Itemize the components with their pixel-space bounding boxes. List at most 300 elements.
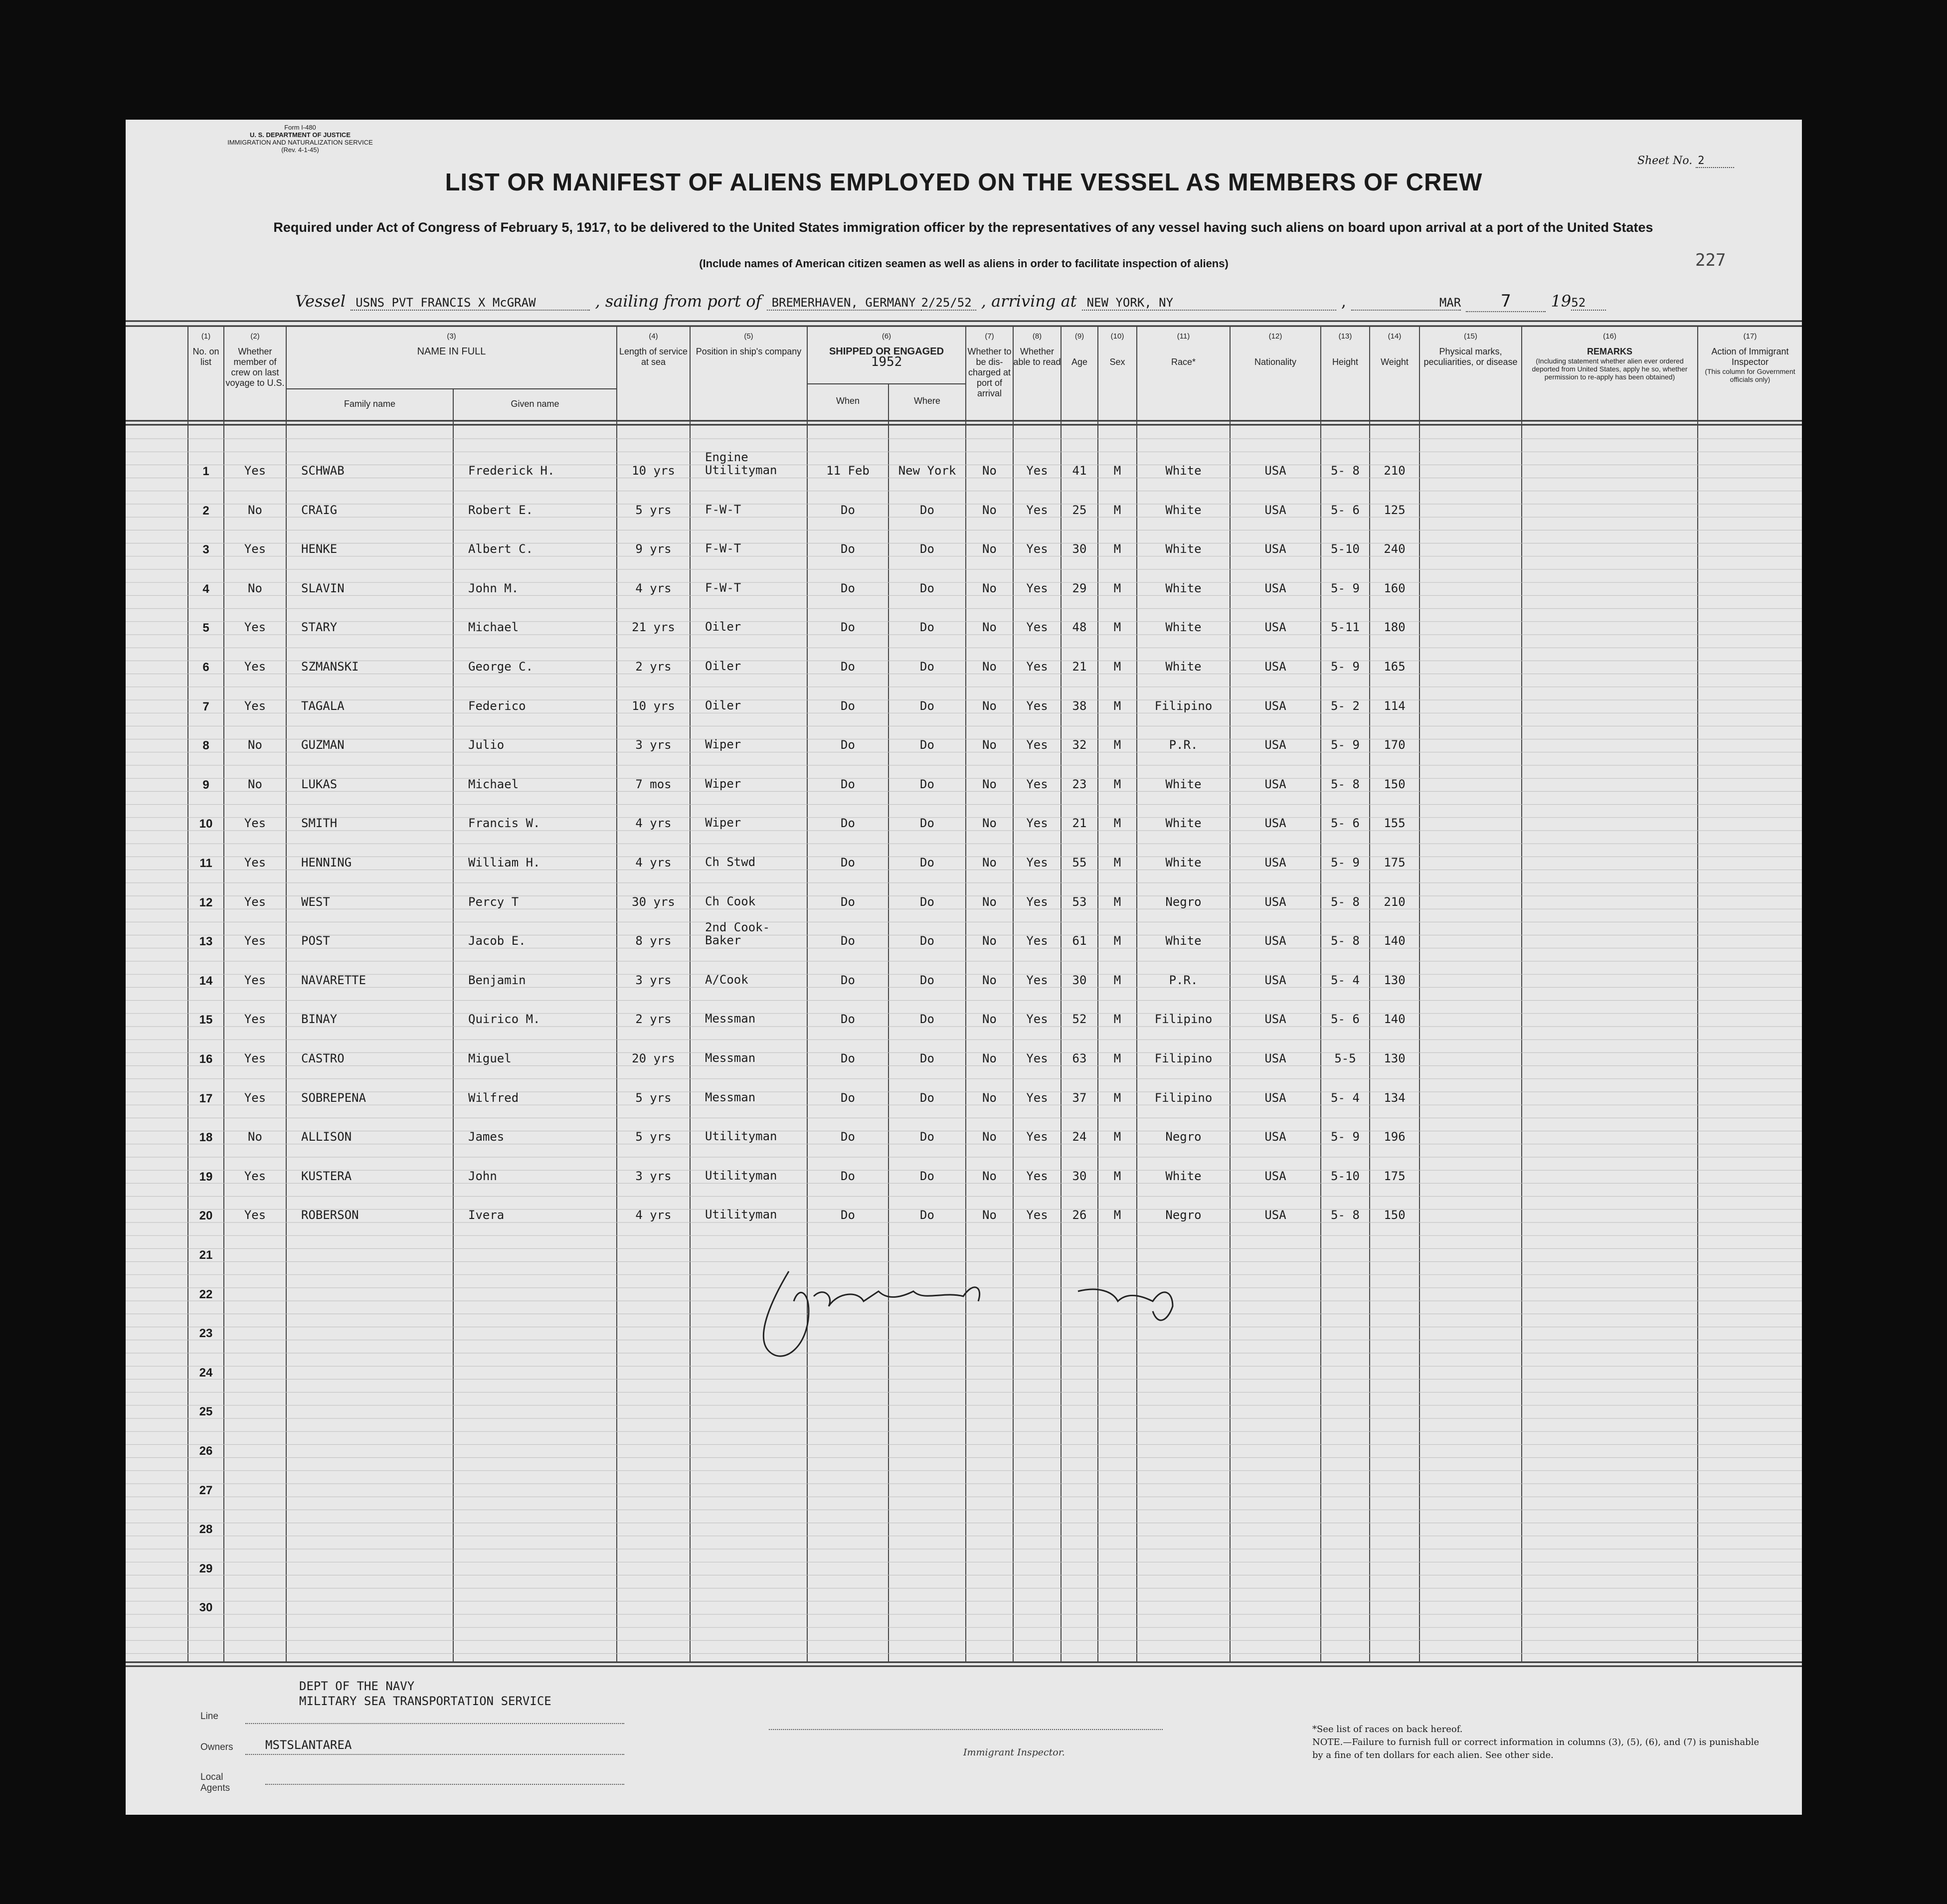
cell-able-to-read: Yes <box>1026 816 1048 831</box>
cell-able-to-read: Yes <box>1026 777 1048 791</box>
cell-shipped-where: Do <box>920 934 934 948</box>
cell-weight: 130 <box>1384 1051 1406 1065</box>
cell-prev-voyage: No <box>248 581 262 595</box>
cell-able-to-read: Yes <box>1026 1012 1048 1027</box>
cell-weight: 150 <box>1384 1208 1406 1222</box>
cell-race: White <box>1165 503 1202 517</box>
cell-family-name: SLAVIN <box>301 581 345 595</box>
cell-service-length: 4 yrs <box>635 581 672 595</box>
cell-race: P.R. <box>1169 973 1198 987</box>
row-number: 18 <box>199 1131 213 1145</box>
cell-family-name: KUSTERA <box>301 1169 352 1183</box>
header-name-in-full: (3) NAME IN FULL <box>417 332 486 357</box>
cell-age: 30 <box>1072 542 1087 556</box>
cell-age: 30 <box>1072 973 1087 987</box>
arrival-port: NEW YORK, NY <box>1082 296 1336 311</box>
cell-able-to-read: Yes <box>1026 934 1048 948</box>
cell-discharged: No <box>982 660 997 674</box>
cell-nationality: USA <box>1264 1169 1286 1183</box>
cell-race: Filipino <box>1154 1051 1213 1065</box>
cell-shipped-when: Do <box>841 856 855 869</box>
row-number: 5 <box>202 621 209 635</box>
sheet-number: Sheet No. 2 <box>1637 155 1734 167</box>
cell-prev-voyage: Yes <box>244 934 266 948</box>
cell-nationality: USA <box>1264 934 1286 948</box>
page-subtitle: Required under Act of Congress of February 5, 1917, to be delivered to the United States immigration officer by the representatives of any vessel having such aliens on board upon arrival at a port of the United States <box>273 220 1653 235</box>
cell-family-name: GUZMAN <box>301 738 345 752</box>
cell-position: Messman <box>705 1090 756 1104</box>
cell-weight: 130 <box>1384 973 1406 987</box>
cell-height: 5- 8 <box>1331 934 1360 948</box>
cell-family-name: SCHWAB <box>301 464 345 478</box>
cell-prev-voyage: No <box>248 777 262 791</box>
cell-height: 5- 9 <box>1331 581 1360 595</box>
row-number: 2 <box>202 504 209 518</box>
cell-sex: M <box>1113 620 1121 635</box>
cell-sex: M <box>1113 660 1121 674</box>
row-number: 7 <box>202 699 209 713</box>
cell-service-length: 4 yrs <box>635 856 672 869</box>
cell-shipped-where: Do <box>920 1130 934 1144</box>
form-identifier: Form I-480 U. S. DEPARTMENT OF JUSTICE IMMIGRATION AND NATURALIZATION SERVICE (Rev. 4-1-45) <box>227 124 373 154</box>
cell-sex: M <box>1113 816 1121 831</box>
cell-shipped-when: Do <box>841 973 855 987</box>
cell-given-name: Miguel <box>468 1051 512 1065</box>
header-family-name: Family name <box>344 399 396 409</box>
cell-position: Messman <box>705 1012 756 1026</box>
cell-family-name: NAVARETTE <box>301 973 366 987</box>
cell-family-name: ALLISON <box>301 1130 352 1144</box>
cell-position: Engine Utilityman <box>705 450 777 477</box>
row-number: 14 <box>199 974 213 988</box>
cell-discharged: No <box>982 581 997 595</box>
cell-family-name: TAGALA <box>301 698 345 713</box>
cell-shipped-where: Do <box>920 503 934 517</box>
cell-service-length: 3 yrs <box>635 973 672 987</box>
cell-height: 5- 2 <box>1331 698 1360 713</box>
cell-given-name: Benjamin <box>468 973 526 987</box>
header-shipped-or-engaged: (6) SHIPPED OR ENGAGED 1952 <box>829 332 944 369</box>
cell-height: 5- 8 <box>1331 894 1360 909</box>
cell-race: White <box>1165 1169 1202 1183</box>
cell-sex: M <box>1113 1208 1121 1222</box>
cell-race: Filipino <box>1154 698 1213 713</box>
cell-weight: 180 <box>1384 620 1406 635</box>
cell-discharged: No <box>982 1012 997 1027</box>
cell-shipped-where: Do <box>920 777 934 791</box>
cell-height: 5-10 <box>1331 542 1360 556</box>
cell-position: F-W-T <box>705 580 741 595</box>
cell-given-name: George C. <box>468 660 533 674</box>
cell-shipped-where: Do <box>920 856 934 869</box>
cell-age: 38 <box>1072 698 1087 713</box>
cell-service-length: 2 yrs <box>635 1012 672 1027</box>
cell-sex: M <box>1113 698 1121 713</box>
cell-shipped-when: Do <box>841 816 855 831</box>
cell-able-to-read: Yes <box>1026 581 1048 595</box>
cell-given-name: Albert C. <box>468 542 533 556</box>
cell-age: 29 <box>1072 581 1087 595</box>
footer-note: *See list of races on back hereof. NOTE.—Failure to furnish full or correct information in columns (3), (5), (6), and (7) is punishable by a fine of ten dollars for each alien. See other side. <box>1312 1724 1760 1760</box>
cell-shipped-when: Do <box>841 777 855 791</box>
cell-service-length: 4 yrs <box>635 1208 672 1222</box>
page-subnote: (Include names of American citizen seamen as well as aliens in order to facilitate inspection of aliens) <box>699 257 1229 270</box>
header-remarks: (16) REMARKS (Including statement whether alien ever ordered deported from United States, apply he so, whether permission to re-apply has been obtained) <box>1532 332 1688 381</box>
row-number: 1 <box>202 465 209 478</box>
cell-family-name: HENNING <box>301 856 352 869</box>
cell-height: 5- 9 <box>1331 738 1360 752</box>
cell-discharged: No <box>982 542 997 556</box>
cell-weight: 165 <box>1384 660 1406 674</box>
cell-nationality: USA <box>1264 581 1286 595</box>
cell-shipped-where: Do <box>920 1208 934 1222</box>
cell-service-length: 10 yrs <box>632 698 675 713</box>
cell-weight: 175 <box>1384 1169 1406 1183</box>
cell-given-name: Federico <box>468 698 526 713</box>
cell-able-to-read: Yes <box>1026 542 1048 556</box>
cell-nationality: USA <box>1264 973 1286 987</box>
cell-sex: M <box>1113 464 1121 478</box>
cell-age: 55 <box>1072 856 1087 869</box>
header-inspector-action: (17) Action of Immigrant Inspector (This column for Government officials only) <box>1705 332 1795 383</box>
cell-position: Wiper <box>705 816 741 830</box>
cell-age: 41 <box>1072 464 1087 478</box>
cell-sex: M <box>1113 934 1121 948</box>
cell-nationality: USA <box>1264 503 1286 517</box>
cell-age: 23 <box>1072 777 1087 791</box>
cell-service-length: 5 yrs <box>635 1090 672 1105</box>
header-member-of-crew: (2) Whether member of crew on last voyage to U.S. <box>225 332 285 388</box>
cell-height: 5- 6 <box>1331 1012 1360 1027</box>
cell-age: 24 <box>1072 1130 1087 1144</box>
cell-shipped-where: Do <box>920 1169 934 1183</box>
row-number: 12 <box>199 895 213 909</box>
header-sex: (10) Sex <box>1109 332 1125 367</box>
vessel-line: Vessel USNS PVT FRANCIS X McGRAW , sailing from port of BREMERHAVEN, GERMANY 2/25/52 , arriving at NEW YORK, NY , MAR 7 1952 <box>295 291 1771 312</box>
row-number: 15 <box>199 1013 213 1027</box>
cell-position: 2nd Cook-Baker <box>705 920 770 948</box>
row-number: 13 <box>199 935 213 949</box>
cell-position: Messman <box>705 1051 756 1065</box>
row-number: 6 <box>202 661 209 674</box>
cell-shipped-when: Do <box>841 542 855 556</box>
cell-height: 5- 8 <box>1331 777 1360 791</box>
cell-weight: 155 <box>1384 816 1406 831</box>
cell-position: F-W-T <box>705 541 741 556</box>
header-height: (13) Height <box>1332 332 1359 367</box>
cell-able-to-read: Yes <box>1026 894 1048 909</box>
page-title: LIST OR MANIFEST OF ALIENS EMPLOYED ON THE VESSEL AS MEMBERS OF CREW <box>445 169 1483 196</box>
cell-position: Oiler <box>705 620 741 634</box>
cell-sex: M <box>1113 503 1121 517</box>
row-number: 19 <box>199 1170 213 1184</box>
header-no-on-list: (1) No. on list <box>192 332 219 367</box>
cell-position: Utilityman <box>705 1168 777 1183</box>
cell-age: 30 <box>1072 1169 1087 1183</box>
cell-nationality: USA <box>1264 777 1286 791</box>
cell-age: 25 <box>1072 503 1087 517</box>
inspector-label: Immigrant Inspector. <box>963 1747 1065 1758</box>
cell-family-name: WEST <box>301 894 330 909</box>
cell-shipped-where: Do <box>920 660 934 674</box>
cell-sex: M <box>1113 542 1121 556</box>
cell-given-name: John M. <box>468 581 519 595</box>
cell-height: 5-10 <box>1331 1169 1360 1183</box>
cell-position: Oiler <box>705 659 741 673</box>
cell-weight: 175 <box>1384 856 1406 869</box>
cell-able-to-read: Yes <box>1026 1208 1048 1222</box>
cell-position: Ch Stwd <box>705 855 756 869</box>
header-physical-marks: (15) Physical marks, peculiarities, or disease <box>1423 332 1518 367</box>
cell-prev-voyage: Yes <box>244 894 266 909</box>
row-number: 11 <box>199 857 212 870</box>
cell-discharged: No <box>982 1130 997 1144</box>
row-number: 21 <box>199 1248 213 1262</box>
cell-height: 5- 6 <box>1331 816 1360 831</box>
row-number: 25 <box>199 1405 213 1419</box>
cell-nationality: USA <box>1264 1051 1286 1065</box>
cell-able-to-read: Yes <box>1026 660 1048 674</box>
cell-given-name: Julio <box>468 738 505 752</box>
cell-age: 32 <box>1072 738 1087 752</box>
cell-race: White <box>1165 856 1202 869</box>
cell-family-name: CASTRO <box>301 1051 345 1065</box>
cell-weight: 170 <box>1384 738 1406 752</box>
cell-discharged: No <box>982 698 997 713</box>
cell-given-name: Francis W. <box>468 816 540 831</box>
cell-shipped-when: Do <box>841 934 855 948</box>
cell-family-name: POST <box>301 934 330 948</box>
cell-height: 5- 8 <box>1331 464 1360 478</box>
cell-race: White <box>1165 660 1202 674</box>
stamp-number: 227 <box>1695 250 1726 270</box>
row-number: 3 <box>202 543 209 557</box>
cell-shipped-where: Do <box>920 581 934 595</box>
cell-age: 61 <box>1072 934 1087 948</box>
header-nationality: (12) Nationality <box>1254 332 1297 367</box>
cell-nationality: USA <box>1264 698 1286 713</box>
cell-shipped-where: New York <box>898 464 956 478</box>
header-position: (5) Position in ship's company <box>696 332 802 356</box>
row-number: 9 <box>202 778 209 792</box>
header-race: (11) Race* <box>1171 332 1196 367</box>
cell-able-to-read: Yes <box>1026 1169 1048 1183</box>
cell-shipped-where: Do <box>920 1012 934 1027</box>
cell-prev-voyage: No <box>248 1130 262 1144</box>
header-where: Where <box>913 396 940 406</box>
sailing-port: BREMERHAVEN, GERMANY <box>767 296 921 311</box>
cell-discharged: No <box>982 777 997 791</box>
cell-shipped-when: Do <box>841 1051 855 1065</box>
cell-able-to-read: Yes <box>1026 856 1048 869</box>
cell-family-name: SMITH <box>301 816 338 831</box>
cell-prev-voyage: Yes <box>244 542 266 556</box>
cell-weight: 210 <box>1384 894 1406 909</box>
handwritten-signature <box>714 1236 1262 1436</box>
header-when: When <box>836 396 860 406</box>
cell-prev-voyage: No <box>248 503 262 517</box>
cell-age: 53 <box>1072 894 1087 909</box>
cell-shipped-where: Do <box>920 1051 934 1065</box>
cell-service-length: 3 yrs <box>635 738 672 752</box>
cell-nationality: USA <box>1264 620 1286 635</box>
cell-race: White <box>1165 464 1202 478</box>
cell-service-length: 21 yrs <box>632 620 675 635</box>
cell-given-name: Quirico M. <box>468 1012 540 1027</box>
cell-race: Negro <box>1165 894 1202 909</box>
cell-nationality: USA <box>1264 856 1286 869</box>
cell-given-name: Ivera <box>468 1208 505 1222</box>
cell-race: White <box>1165 542 1202 556</box>
cell-weight: 150 <box>1384 777 1406 791</box>
cell-prev-voyage: Yes <box>244 464 266 478</box>
cell-service-length: 5 yrs <box>635 1130 672 1144</box>
cell-sex: M <box>1113 1051 1121 1065</box>
cell-able-to-read: Yes <box>1026 1051 1048 1065</box>
cell-discharged: No <box>982 856 997 869</box>
cell-nationality: USA <box>1264 1090 1286 1105</box>
cell-prev-voyage: Yes <box>244 1051 266 1065</box>
cell-weight: 160 <box>1384 581 1406 595</box>
cell-position: Wiper <box>705 737 741 752</box>
cell-position: Ch Cook <box>705 894 756 908</box>
cell-height: 5-5 <box>1334 1051 1356 1065</box>
cell-prev-voyage: Yes <box>244 1012 266 1027</box>
cell-shipped-where: Do <box>920 1090 934 1105</box>
cell-sex: M <box>1113 1169 1121 1183</box>
cell-discharged: No <box>982 1208 997 1222</box>
cell-family-name: SOBREPENA <box>301 1090 366 1105</box>
cell-shipped-when: Do <box>841 1208 855 1222</box>
cell-prev-voyage: Yes <box>244 816 266 831</box>
cell-prev-voyage: No <box>248 738 262 752</box>
cell-service-length: 5 yrs <box>635 503 672 517</box>
cell-height: 5-11 <box>1331 620 1360 635</box>
cell-service-length: 7 mos <box>635 777 672 791</box>
cell-given-name: William H. <box>468 856 540 869</box>
arrival-year: 52 <box>1571 296 1606 311</box>
cell-shipped-when: Do <box>841 698 855 713</box>
cell-age: 21 <box>1072 816 1087 831</box>
cell-service-length: 10 yrs <box>632 464 675 478</box>
cell-race: Filipino <box>1154 1090 1213 1105</box>
cell-nationality: USA <box>1264 894 1286 909</box>
cell-service-length: 4 yrs <box>635 816 672 831</box>
cell-nationality: USA <box>1264 464 1286 478</box>
cell-service-length: 2 yrs <box>635 660 672 674</box>
cell-height: 5- 4 <box>1331 1090 1360 1105</box>
cell-race: White <box>1165 620 1202 635</box>
cell-service-length: 30 yrs <box>632 894 675 909</box>
cell-given-name: Michael <box>468 777 519 791</box>
cell-age: 37 <box>1072 1090 1087 1105</box>
cell-shipped-when: Do <box>841 660 855 674</box>
cell-prev-voyage: Yes <box>244 620 266 635</box>
cell-position: A/Cook <box>705 972 748 987</box>
cell-weight: 196 <box>1384 1130 1406 1144</box>
cell-family-name: HENKE <box>301 542 338 556</box>
cell-race: Filipino <box>1154 1012 1213 1027</box>
cell-discharged: No <box>982 1090 997 1105</box>
row-number: 27 <box>199 1483 213 1497</box>
cell-race: White <box>1165 581 1202 595</box>
cell-family-name: BINAY <box>301 1012 338 1027</box>
cell-discharged: No <box>982 1169 997 1183</box>
cell-sex: M <box>1113 973 1121 987</box>
row-number: 24 <box>199 1366 213 1380</box>
cell-nationality: USA <box>1264 660 1286 674</box>
cell-able-to-read: Yes <box>1026 503 1048 517</box>
cell-race: White <box>1165 934 1202 948</box>
cell-given-name: Frederick H. <box>468 464 555 478</box>
cell-prev-voyage: Yes <box>244 1208 266 1222</box>
cell-discharged: No <box>982 973 997 987</box>
cell-race: White <box>1165 777 1202 791</box>
cell-shipped-when: Do <box>841 620 855 635</box>
cell-discharged: No <box>982 934 997 948</box>
row-number: 29 <box>199 1561 213 1575</box>
cell-height: 5- 9 <box>1331 660 1360 674</box>
cell-discharged: No <box>982 894 997 909</box>
cell-family-name: LUKAS <box>301 777 338 791</box>
header-given-name: Given name <box>511 399 559 409</box>
cell-sex: M <box>1113 1090 1121 1105</box>
row-number: 4 <box>202 582 209 596</box>
row-number: 23 <box>199 1327 213 1341</box>
cell-shipped-when: Do <box>841 1169 855 1183</box>
cell-height: 5- 9 <box>1331 856 1360 869</box>
cell-shipped-where: Do <box>920 738 934 752</box>
cell-weight: 114 <box>1384 698 1406 713</box>
cell-given-name: James <box>468 1130 505 1144</box>
manifest-page: Form I-480 U. S. DEPARTMENT OF JUSTICE IMMIGRATION AND NATURALIZATION SERVICE (Rev. 4-1-45) Sheet No. 2 LIST OR MANIFEST OF ALIENS EMPLOYED ON THE VESSEL AS MEMBERS OF CREW Required under Act of Congress of February 5, 1917, to be delivered to the United States immigration officer by the representatives of any vessel having such aliens on board upon arrival at a port of the United States (Include names of American citizen seamen as well as aliens in order to facilitate inspection of aliens) 227 Vessel USNS PVT FRANCIS X McGRAW , sailing from port of BREMERHAVEN, GERMANY 2/25/52 , arriving at NEW YORK, NY , MAR 7 1952 (1) No. on list (2) Whether member of crew on last voyage to U.S. (3) NAME IN FULL Family name Given name (4) Length of service at sea (5) Position in ship's company (6) SHIPPED OR ENGAGED 1952 When Where (7) Whether to be dis-charged at port of arrival (8) Whether able to read (9) Age (10) Sex (11) Race* (12) Nationality (13) Height (14) Weight (15) Physical marks, peculiarities, or disease (16) REMARKS (Including statement whether alien ever ordered deported from United States, apply he so, whether permission to re-apply has been obtained) (17) Action of Immigrant Inspector (This column for Government officials only) 1 Yes SCHWAB Frederick H. 10 yrs Engine Utilityman 11 Feb New York No Yes 41 M White USA 5- 8 210 2 No CRAIG Robert E. 5 yrs F-W-T Do Do No Yes 25 M White USA 5- 6 125 3 Yes HENKE Albert C. 9 yrs F-W-T Do Do No Yes 30 M White USA 5-10 240 4 No SLAVIN John M. 4 yrs F-W-T Do Do No Yes 29 M White USA 5- 9 160 5 Yes STARY Michael 21 yrs Oiler Do Do No Yes 48 M White USA 5-11 180 6 Yes SZMANSKI George C. 2 yrs Oiler Do Do No Yes 21 M White USA 5- 9 165 7 Yes TAGALA Federico 10 yrs Oiler Do Do No Yes 38 M Filipino USA 5- 2 114 8 No GUZMAN Julio 3 yrs Wiper Do Do No Yes 32 M P.R. USA 5- 9 170 9 No LUKAS Michael 7 mos Wiper Do Do No Yes 23 M White USA 5- 8 150 10 Yes SMITH Francis W. 4 yrs Wiper Do Do No Yes 21 M White USA 5- 6 155 11 Yes HENNING William H. 4 yrs Ch Stwd Do Do No Yes 55 M White USA 5- 9 175 12 Yes WEST Percy T 30 yrs Ch Cook Do Do No Yes 53 M Negro USA 5- 8 210 13 Yes POST Jacob E. 8 yrs 2nd Cook-Baker Do Do No Yes 61 M White USA 5- 8 140 14 Yes NAVARETTE Benjamin 3 yrs A/Cook Do Do No Yes 30 M P.R. USA 5- 4 130 15 Yes BINAY Quirico M. 2 yrs Messman Do Do No Yes 52 M Filipino USA 5- 6 140 16 Yes CASTRO Miguel 20 yrs Messman Do Do No Yes 63 M Filipino USA 5-5 130 17 Yes SOBREPENA Wilfred 5 yrs Messman Do Do No Yes 37 M Filipino USA 5- 4 134 18 No ALLISON James 5 yrs Utilityman Do Do No Yes 24 M Negro USA 5- 9 196 19 Yes KUSTERA John 3 yrs Utilityman Do Do No Yes 30 M White USA 5-10 175 20 Yes ROBERSON Ivera 4 yrs Utilityman Do Do No Yes 26 M Negro USA 5- 8 150 21 22 23 24 25 26 27 28 29 30 DEPT OF THE NAVY MILITARY SEA TRANSPORTATION SERVICE Line Owners MSTSLANTAREA Local Agents Immigrant Inspector. *See list of races on back hereof. NOTE.—Failure to furnish full or correct information in columns (3), (5), (6), and (7) is punishable by a fine of ten dollars for each alien. See other side. <box>126 120 1802 1815</box>
cell-given-name: Wilfred <box>468 1090 519 1105</box>
cell-shipped-when: Do <box>841 1130 855 1144</box>
cell-given-name: Robert E. <box>468 503 533 517</box>
cell-shipped-where: Do <box>920 894 934 909</box>
cell-discharged: No <box>982 620 997 635</box>
header-discharged: (7) Whether to be dis-charged at port of arrival <box>967 332 1012 398</box>
cell-prev-voyage: Yes <box>244 1090 266 1105</box>
cell-sex: M <box>1113 894 1121 909</box>
cell-prev-voyage: Yes <box>244 973 266 987</box>
cell-shipped-when: Do <box>841 581 855 595</box>
cell-age: 26 <box>1072 1208 1087 1222</box>
cell-sex: M <box>1113 856 1121 869</box>
cell-age: 21 <box>1072 660 1087 674</box>
cell-weight: 134 <box>1384 1090 1406 1105</box>
cell-position: Wiper <box>705 776 741 791</box>
arrival-month: MAR <box>1351 296 1461 311</box>
cell-shipped-when: Do <box>841 738 855 752</box>
cell-shipped-when: Do <box>841 503 855 517</box>
cell-service-length: 8 yrs <box>635 934 672 948</box>
row-number: 16 <box>199 1052 213 1066</box>
row-number: 26 <box>199 1444 213 1458</box>
cell-shipped-when: 11 Feb <box>826 464 870 478</box>
cell-prev-voyage: Yes <box>244 856 266 869</box>
cell-prev-voyage: Yes <box>244 660 266 674</box>
cell-shipped-where: Do <box>920 698 934 713</box>
arrival-day: 7 <box>1466 291 1546 312</box>
header-weight: (14) Weight <box>1381 332 1409 367</box>
cell-prev-voyage: Yes <box>244 698 266 713</box>
cell-shipped-where: Do <box>920 542 934 556</box>
cell-discharged: No <box>982 816 997 831</box>
row-number: 17 <box>199 1091 213 1105</box>
row-number: 10 <box>199 817 213 831</box>
cell-weight: 140 <box>1384 934 1406 948</box>
